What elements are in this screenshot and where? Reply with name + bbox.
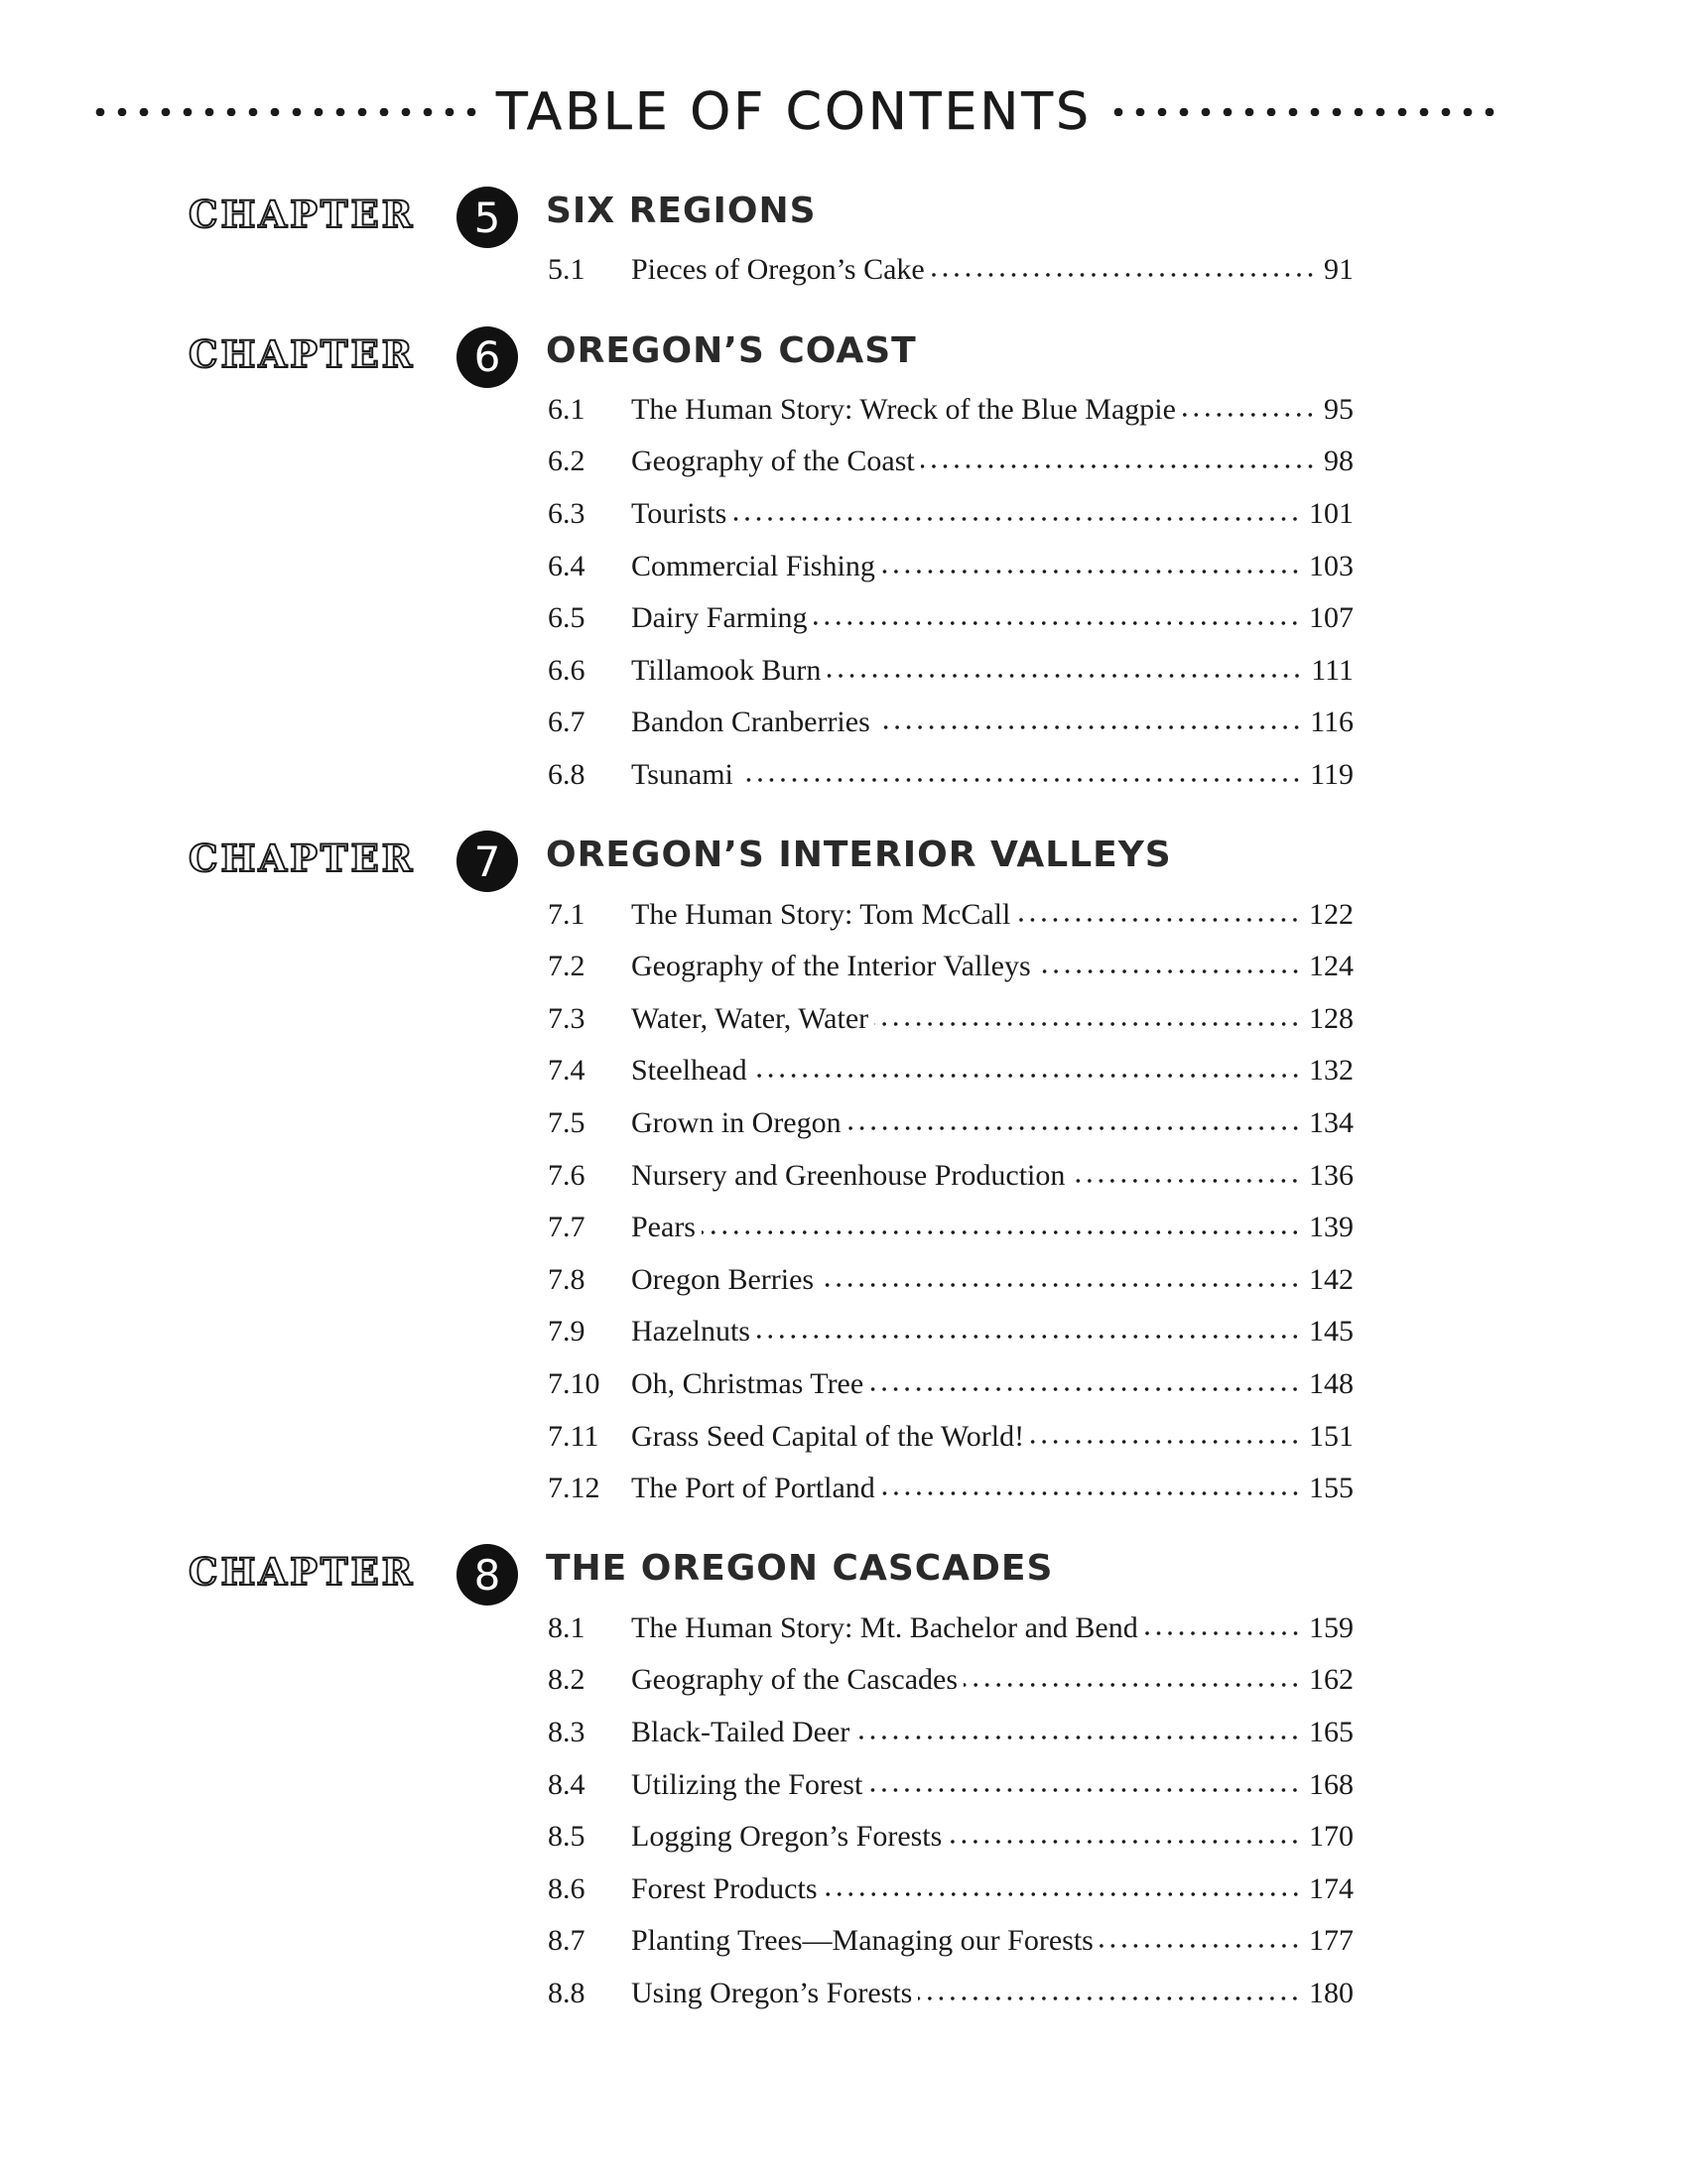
page-number: 95 [1324,392,1354,426]
chapter-number-badge: 7 [456,831,518,892]
entry-line [631,1474,1354,1503]
entry-line [631,549,1354,582]
entry-line [631,1767,1354,1801]
toc-entry [0,645,1689,698]
section-title: Geography of the Cascades [631,1663,959,1697]
section-title: The Human Story: Mt. Bachelor and Bend [631,1610,1138,1644]
section-title: Utilizing the Forest [631,1767,863,1801]
section-number: 7.10 [548,1366,600,1400]
toc-entry [0,1410,1689,1463]
section-number: 5.1 [548,253,585,287]
chapter-label: CHAPTER [189,193,416,236]
toc-entry [0,1045,1689,1097]
page-title: TABLE OF CONTENTS [495,82,1093,142]
section-number: 8.5 [548,1820,585,1854]
section-number: 7.5 [548,1106,585,1140]
page-number: 180 [1309,1976,1354,2009]
dot-leader [827,673,1303,679]
dot-leader [732,516,1301,522]
entry-line [631,1926,1354,1956]
page-number: 155 [1309,1472,1354,1505]
section-title: Bandon Cranberries [631,706,870,739]
section-title: Oh, Christmas Tree [631,1366,864,1400]
section-number: 8.2 [548,1663,585,1697]
section-list [0,244,1689,297]
toc-entry [0,1602,1689,1654]
dot-leader [1016,917,1301,923]
dot-leader [881,1490,1301,1496]
table-of-contents [0,185,1689,2047]
toc-entry [0,1097,1689,1150]
toc-entry [0,888,1689,941]
section-number: 8.3 [548,1715,585,1748]
page-number: 139 [1309,1211,1354,1244]
chapter-number-badge: 5 [456,187,518,248]
chapter-section [0,324,1689,802]
entry-line [631,1419,1354,1453]
chapter-label: CHAPTER [189,331,416,376]
dot-leader [931,272,1316,278]
page-number: 98 [1324,445,1354,478]
entry-line [631,447,1354,476]
toc-entry [0,993,1689,1046]
section-number: 6.6 [548,653,585,687]
entry-line [631,1262,1354,1296]
page-number: 101 [1309,497,1354,531]
section-title: Using Oregon’s Forests [631,1976,913,2009]
toc-entry [0,941,1689,993]
entry-line [631,1976,1354,2009]
toc-entry [0,244,1689,297]
section-number: 6.1 [548,392,585,426]
toc-entry [0,1654,1689,1707]
toc-entry [0,1707,1689,1759]
entry-line [631,1001,1354,1035]
dot-leader [855,1734,1301,1740]
page-number: 148 [1309,1366,1354,1400]
page-number: 122 [1309,897,1354,931]
toc-entry [0,1863,1689,1915]
entry-line [631,1056,1354,1086]
section-number: 7.1 [548,897,585,931]
entry-line [631,1366,1354,1400]
entry-line [631,707,1354,737]
toc-entry [0,540,1689,592]
chapter-label: CHAPTER [189,836,416,881]
entry-line [631,1213,1354,1242]
toc-entry [0,1811,1689,1863]
section-title: Dairy Farming [631,601,808,635]
chapter-section [0,829,1689,1514]
page-number: 165 [1309,1715,1354,1748]
toc-entry [0,436,1689,488]
section-number: 8.8 [548,1976,585,2009]
section-title: Geography of the Coast [631,445,915,478]
dot-leader [869,1386,1301,1392]
header-dot-leader-left [89,108,480,116]
dot-leader [756,1334,1301,1340]
chapter-number-badge: 6 [456,326,518,388]
chapter-section [0,185,1689,297]
entry-line [631,1610,1354,1644]
toc-entry [0,1463,1689,1515]
page-number: 177 [1309,1924,1354,1958]
dot-leader [820,1282,1301,1288]
header-dot-leader-right [1107,108,1498,116]
page-number: 145 [1309,1315,1354,1349]
toc-entry [0,1758,1689,1811]
page-number: 168 [1309,1767,1354,1801]
entry-line [631,603,1354,633]
section-title: Planting Trees—Managing our Forests [631,1924,1094,1958]
section-number: 6.5 [548,601,585,635]
dot-leader [964,1682,1301,1688]
entry-line [631,897,1354,931]
dot-leader [881,569,1301,575]
page-number: 136 [1309,1158,1354,1192]
page-number: 91 [1324,253,1354,287]
section-title: Forest Products [631,1871,818,1905]
page-number: 151 [1309,1419,1354,1453]
section-title: Tillamook Burn [631,653,822,687]
page-number: 124 [1309,950,1354,983]
page-number: 103 [1309,549,1354,582]
section-list [0,888,1689,1514]
section-number: 6.8 [548,758,585,792]
section-number: 8.7 [548,1924,585,1958]
dot-leader [1182,412,1316,418]
dot-leader [739,777,1302,783]
entry-line [631,1822,1354,1852]
section-number: 8.6 [548,1871,585,1905]
entry-line [631,1871,1354,1905]
page-number: 134 [1309,1106,1354,1140]
dot-leader [1071,1178,1301,1184]
page-number: 107 [1309,601,1354,635]
toc-entry [0,1968,1689,2020]
section-number: 7.7 [548,1211,585,1244]
dot-leader [813,620,1301,626]
dot-leader [1030,1439,1301,1445]
dot-leader [753,1073,1301,1079]
page-number: 159 [1309,1610,1354,1644]
section-number: 6.2 [548,445,585,478]
toc-entry [0,1149,1689,1202]
section-title: Grass Seed Capital of the World! [631,1419,1025,1453]
entry-line [631,255,1354,285]
section-number: 7.4 [548,1054,585,1088]
toc-entry [0,592,1689,645]
dot-leader [1100,1943,1301,1949]
chapter-title: SIX REGIONS [546,191,817,231]
section-number: 7.3 [548,1001,585,1035]
toc-entry [0,1306,1689,1358]
section-title: Geography of the Interior Valleys [631,950,1031,983]
chapter-label: CHAPTER [189,1550,416,1595]
section-title: Grown in Oregon [631,1106,842,1140]
page-number: 170 [1309,1820,1354,1854]
chapter-title: THE OREGON CASCADES [546,1548,1054,1590]
dot-leader [1037,968,1301,974]
section-title: Nursery and Greenhouse Production [631,1158,1066,1192]
page-number: 119 [1310,758,1354,792]
section-title: Commercial Fishing [631,549,875,582]
entry-line [631,1158,1354,1192]
entry-line [631,1715,1354,1748]
section-title: Steelhead [631,1054,747,1088]
dot-leader [1144,1630,1301,1636]
page-number: 128 [1309,1001,1354,1035]
section-number: 7.9 [548,1315,585,1349]
page-number: 132 [1309,1054,1354,1088]
toc-entry [0,1358,1689,1411]
page-number: 162 [1309,1663,1354,1697]
section-number: 6.4 [548,549,585,582]
chapter-heading [0,1542,1689,1602]
entry-line [631,760,1354,790]
section-number: 8.4 [548,1767,585,1801]
section-title: Pieces of Oregon’s Cake [631,253,925,287]
section-title: The Port of Portland [631,1472,875,1505]
dot-leader [702,1229,1301,1235]
dot-leader [948,1839,1301,1845]
toc-entry [0,384,1689,437]
section-title: Tourists [631,497,727,531]
entry-line [631,653,1354,687]
section-number: 6.3 [548,497,585,531]
chapter-number-badge: 8 [456,1544,518,1606]
toc-entry [0,488,1689,541]
section-number: 6.7 [548,706,585,739]
dot-leader [868,1787,1301,1793]
section-title: Logging Oregon’s Forests [631,1820,943,1854]
section-title: Pears [631,1211,696,1244]
page-number: 111 [1311,653,1354,687]
section-number: 7.11 [548,1419,599,1453]
dot-leader [876,724,1302,730]
chapter-heading [0,185,1689,244]
toc-entry [0,1254,1689,1307]
section-list [0,384,1689,802]
section-number: 7.6 [548,1158,585,1192]
dot-leader [874,1021,1301,1027]
page-number: 116 [1310,706,1354,739]
dot-leader [921,463,1316,469]
section-title: Water, Water, Water [631,1001,869,1035]
chapter-title: OREGON’S COAST [546,329,917,371]
page-header [89,77,1498,147]
section-title: Tsunami [631,758,733,792]
section-number: 7.8 [548,1262,585,1296]
toc-entry [0,749,1689,802]
page-number: 142 [1309,1262,1354,1296]
section-list [0,1602,1689,2019]
section-title: The Human Story: Wreck of the Blue Magpie [631,392,1176,426]
chapter-title: OREGON’S INTERIOR VALLEYS [546,835,1172,876]
section-title: Oregon Berries [631,1262,815,1296]
dot-leader [918,1995,1301,2001]
chapter-section [0,1542,1689,2019]
section-number: 7.2 [548,950,585,983]
toc-entry [0,1202,1689,1254]
page-number: 174 [1309,1871,1354,1905]
section-number: 7.12 [548,1472,600,1505]
section-title: Black-Tailed Deer [631,1715,850,1748]
entry-line [631,392,1354,426]
section-title: The Human Story: Tom McCall [631,897,1011,931]
section-title: Hazelnuts [631,1315,750,1349]
toc-entry [0,697,1689,749]
dot-leader [847,1125,1301,1131]
entry-line [631,952,1354,981]
entry-line [631,499,1354,529]
entry-line [631,1665,1354,1695]
chapter-heading [0,324,1689,384]
section-number: 8.1 [548,1610,585,1644]
dot-leader [824,1891,1302,1897]
toc-entry [0,1915,1689,1968]
entry-line [631,1108,1354,1138]
entry-line [631,1317,1354,1347]
chapter-heading [0,829,1689,888]
